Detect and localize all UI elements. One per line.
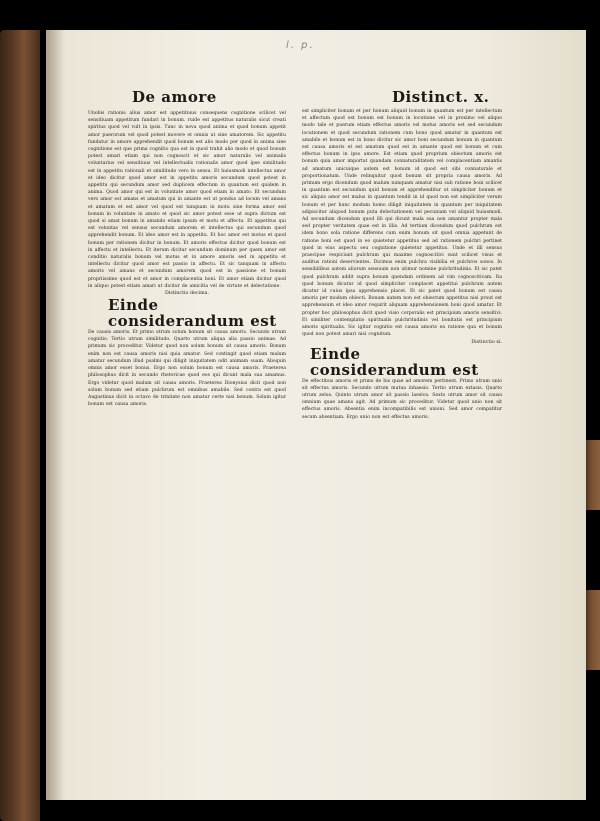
book-binding-left	[0, 30, 40, 821]
running-head-right: Distinct. x.	[392, 88, 490, 106]
book-binding-edge-top	[586, 440, 600, 510]
running-head-left: De amore	[132, 88, 217, 106]
paragraph-left-1: Unobis rationis alius amor est appetitiuus consequens cognitione scilicet vel sensitiuam appetitum fundari in bonum. ruide est appetitus naturalis sicut creati spiritus quod vel vult in ipsis. Tunc in nova quod anima et quod bonum appetit amor puerorum vel quod potest movere et omnis ut sine amatorem. Sic appetitu fundatur in amore apprehendit quod bonum est alio modo per quod in anima sine cognitione est que prima cognitio qua est in quod trahit alio modo et quod bonum potest amari etiam qui non cognoscit et sic amor naturalis vel animalis voluntarius vel sensitiuus vel intellectualis rationalis amor quod ipse similitudo est in appetitu rationali et similitudo vero in sensu. Et huiusmodi intellectus amor et ideo dicitur quod amor est in appetitu amoris secundum quod potest in appetitu qui secundum amor sed duplicem effectum in quantum est quidem in anima. Quod amor qui est in voluntate amor quod etiam in amato. Et secundum vero amor est amans et amatum qui in amante est ut pondus ad locum vel amans et amatum et est amor vel quod est tanquam in motu sine forma amor sed bonum in voluntate in amato et quod sic amor potest esse ut supra dictum est quod si amat bonum in amando etiam ipsum et motu et affectu. Et appetitus qui est voluntas vel sensus secundum amorem et intellectus qui secundum quod apprehendit bonum. Et ideo amor est in appetitu. Et hoc amor est motus et quod bonum per rationem dicitur in bonum. Et amoris effectus dicitur quod bonum est in affectu et intellectu. Et iterum dicitur secundum dominum per quem amor est conditio naturalis bonum vel motus et in amore amoris sed in appetitu et intellectu dicitur quod amor est passio in affectu. Et sic tanquam in affectu amoris vel amans et secundum amorem quod est in passione et bonum propriissime quod est et amor in complacentia boni. Et amor etiam dicitur quod in aliquo potest etiam amari ut dicitur de amicitia vel de virtute et delectatione.	[88, 111, 287, 289]
paragraph-right-1: est simpliciter bonum et per bonum aliquid bonum in quantum est per intellectum et affectum quod est bonum est bonum in locutione vel in proximo vel aliquo modo tale et puerum etiam effectus amoris vel motus amoris est sed secundum locutionem et quod secundum rationem cum bono quod amatur in quantum est amabile et bonum est in bono dicitur sic amor boni secundum bonum in quantum est causa amoris et est amatum quod est in amante quod est bonum et cum effectus bonum in ipso amore. Est etiam quod proprium obiectum amoris est bonum quia amor importat quandam connaturalitatem vel complacentiam amantis ad amatum unicuique autem est bonum id quod est sibi connaturale et proportionatum. Unde relinquitur quod bonum sit propria causa amoris. Ad primum ergo dicendum quod malum nunquam amatur nisi sub ratione boni scilicet in quantum est secundum quid bonum et apprehenditur ut simpliciter bonum et sic aliquis amor est malus in quantum tendit in id quod non est simpliciter verum bonum et per hunc modum homo diligit iniquitatem in quantum per iniquitatem adipiscitur aliquod bonum puta delectationem vel pecuniam vel aliquid huiusmodi. Ad secundum dicendum quod illi qui dicunt mala sua non amantur propter mala sed propter veritatem quae est in illis. Ad tertium dicendum quod pulchrum est idem bono sola ratione differens cum enim bonum sit quod omnia appetunt de ratione boni est quod in eo quietetur appetitus sed ad rationem pulchri pertinet quod in eius aspectu seu cognitione quietetur appetitus. Unde et illi sensus praecipue respiciunt pulchrum qui maxime cognoscitivi sunt scilicet visus et auditus rationi deservientes. Dicimus enim pulchra visibilia et pulchros sonos. In sensibilibus autem aliorum sensuum non utimur nomine pulchritudinis. Et sic patet quod pulchrum addit supra bonum quendam ordinem ad vim cognoscitivam. Ita quod bonum dicatur id quod simpliciter complacet appetitui pulchrum autem dicatur id cuius ipsa apprehensio placet. Et sic patet quod bonum est causa amoris per modum obiecti. Bonum autem non est obiectum appetitus nisi prout est apprehensum et ideo amor requirit aliquam apprehensionem boni quod amatur. Et propter hoc philosophus dicit quod visio corporalis est principium amoris sensitivi. Et similiter contemplatio spiritualis pulchritudinis vel bonitatis est principium amoris spiritualis. Sic igitur cognitio est causa amoris ea ratione qua et bonum quod non potest amari nisi cognitum.	[302, 109, 502, 338]
text-column-left	[88, 110, 286, 408]
book-binding-edge-bottom	[586, 590, 600, 670]
page-gutter-shadow	[46, 30, 64, 800]
text-column-right	[302, 108, 502, 421]
pencil-folio-mark: l. p.	[286, 40, 315, 51]
paragraph-left-2: De causis amoris. Et primo utrum solum bonum sit causa amoris. Secundo utrum cognitio. Tertio utrum similitudo. Quarto utrum aliqua alia passio animae. Ad primum sic proceditur. Videtur quod non solum bonum sit causa amoris. Bonum enim non est causa amoris nisi quia amatur. Sed contingit quod etiam malum amatur secundum illud psalmi qui diligit iniquitatem odit animam suam. Alioquin omnis amor esset bonus. Ergo non solum bonum est causa amoris. Praeterea philosophus dicit in secundo rhetoricae quod eos qui dicunt mala sua amamus. Ergo videtur quod malum sit causa amoris. Praeterea Dionysius dicit quod non solum bonum sed etiam pulchrum est omnibus amabile. Sed contra est quod Augustinus dicit in octavo de trinitate non amatur certe nisi bonum. Solum igitur bonum est causa amoris.	[88, 330, 286, 408]
section-heading-left: Einde considerandum est	[108, 296, 277, 331]
section-heading-right: Einde considerandum est	[310, 344, 479, 379]
paragraph-right-2: De effectibus amoris et primo de his quae ad amorem pertinent. Primo utrum unio sit effectus amoris. Secundo utrum mutua inhaesio. Tertio utrum extasis. Quarto utrum zelus. Quinto utrum amor sit passio laesiva. Sexto utrum amor sit causa omnium quae amans agit. Ad primum sic proceditur. Videtur quod unio non sit effectus amoris. Absentia enim incompatibilis est unioni. Sed amor compatitur secum absentiam. Ergo unio non est effectus amoris.	[302, 378, 502, 420]
section-label-left: Distinctio decima.	[164, 291, 210, 297]
section-label-right: Distinctio xi.	[471, 339, 502, 345]
